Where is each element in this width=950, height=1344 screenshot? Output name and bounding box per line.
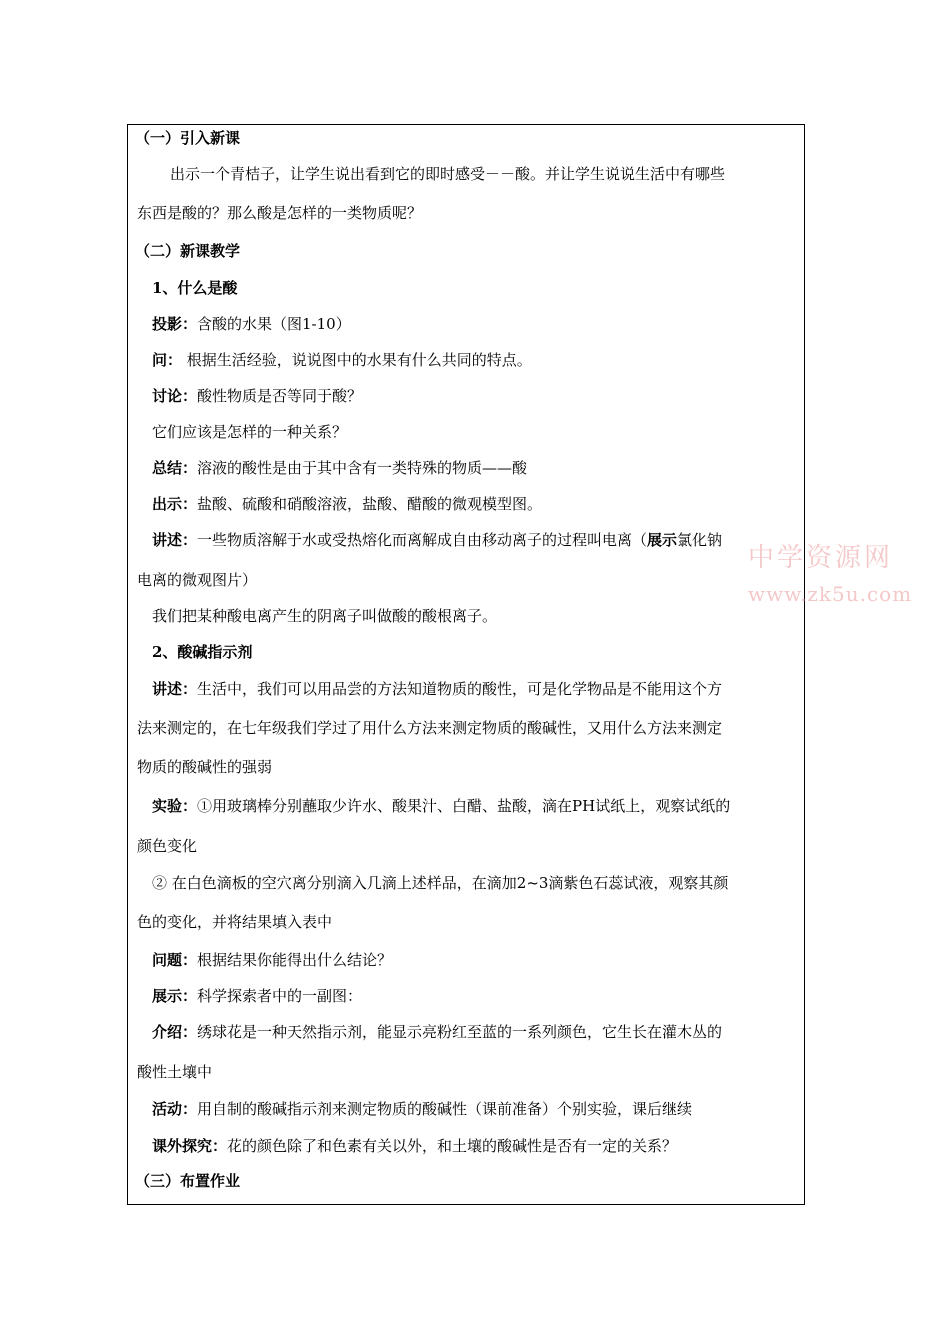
- experiment1-line2: 颜色变化: [137, 837, 198, 855]
- introduce-line2: 酸性土壤中: [137, 1063, 213, 1081]
- activity-label: 活动：: [152, 1100, 198, 1118]
- explain-indicator-line2: 法来测定的，在七年级我们学过了用什么方法来测定物质的酸碱性，又用什么方法来测定: [137, 719, 723, 737]
- discuss-text: 酸性物质是否等同于酸？: [197, 387, 363, 405]
- section-heading-new-lesson: （二）新课教学: [135, 242, 241, 260]
- intro-paragraph-line1: 出示一个青桔子，让学生说出看到它的即时感受－－酸。并让学生说说生活中有哪些: [170, 165, 726, 183]
- projection-line: [152, 314, 351, 334]
- explain-label: 讲述：: [152, 531, 198, 549]
- summary-label: 总结：: [152, 459, 198, 477]
- introduce-text: 绣球花是一种天然指示剂，能显示亮粉红至蓝的一系列颜色，它生长在灌木丛的: [197, 1023, 723, 1041]
- discuss-line: [152, 386, 362, 406]
- ask-text: 根据生活经验，说说图中的水果有什么共同的特点。: [182, 351, 532, 369]
- discuss-label: 讨论：: [152, 387, 198, 405]
- question-line: [152, 950, 392, 970]
- anion-line: 我们把某种酸电离产生的阴离子叫做酸的酸根离子。: [152, 607, 498, 625]
- display-text: 科学探索者中的一副图：: [197, 987, 363, 1005]
- experiment2-line2: 色的变化，并将结果填入表中: [137, 913, 333, 931]
- explain-indicator-label: 讲述：: [152, 680, 198, 698]
- explain-ionization-cont: 电离的微观图片）: [137, 571, 258, 589]
- question-text: 根据结果你能得出什么结论？: [197, 951, 393, 969]
- explain-ionization-line: [152, 530, 722, 550]
- section-heading-intro: （一）引入新课: [135, 129, 241, 147]
- section-heading-homework: （三）布置作业: [135, 1172, 241, 1190]
- experiment2-line1: ② 在白色滴板的空穴离分别滴入几滴上述样品，在滴加2~3滴紫色石蕊试液，观察其颜: [152, 874, 729, 892]
- ask-line: [152, 350, 532, 370]
- display-line: [152, 986, 362, 1006]
- explain-text-b: 氯化钠: [677, 531, 723, 549]
- watermark-title: 中学资源网: [748, 543, 894, 573]
- subheading-indicator: 2、酸碱指示剂: [152, 643, 253, 661]
- activity-line: [152, 1099, 692, 1119]
- summary-line: [152, 458, 527, 478]
- experiment1-line1: [152, 796, 730, 816]
- question-label: 问题：: [152, 951, 198, 969]
- explain-bold-show: 展示: [647, 531, 678, 549]
- intro-paragraph-line2: 东西是酸的？那么酸是怎样的一类物质呢？: [137, 204, 423, 222]
- explain-indicator-line3: 物质的酸碱性的强弱: [137, 758, 273, 776]
- subheading-what-is-acid: 1、什么是酸: [152, 279, 238, 297]
- relation-line: 它们应该是怎样的一种关系？: [152, 423, 348, 441]
- show-label: 出示：: [152, 495, 198, 513]
- explore-label: 课外探究：: [152, 1137, 228, 1155]
- experiment1-text: ①用玻璃棒分别蘸取少许水、酸果汁、白醋、盐酸，滴在PH试纸上，观察试纸的: [197, 797, 731, 815]
- summary-text: 溶液的酸性是由于其中含有一类特殊的物质——酸: [197, 459, 528, 477]
- display-label: 展示：: [152, 987, 198, 1005]
- watermark-url: www.zk5u.com: [748, 582, 913, 606]
- activity-text: 用自制的酸碱指示剂来测定物质的酸碱性（课前准备）个别实验，课后继续: [197, 1100, 693, 1118]
- explain-indicator-text: 生活中，我们可以用品尝的方法知道物质的酸性，可是化学物品是不能用这个方: [197, 680, 723, 698]
- show-text: 盐酸、硫酸和硝酸溶液，盐酸、醋酸的微观模型图。: [197, 495, 543, 513]
- experiment-label: 实验：: [152, 797, 198, 815]
- explain-indicator-line1: [152, 679, 722, 699]
- projection-label: 投影：: [152, 315, 198, 333]
- explore-line: [152, 1136, 677, 1156]
- ask-label: 问：: [152, 351, 183, 369]
- explore-text: 花的颜色除了和色素有关以外，和土壤的酸碱性是否有一定的关系？: [227, 1137, 678, 1155]
- projection-text: 含酸的水果（图1-10）: [197, 315, 351, 333]
- introduce-line1: [152, 1022, 722, 1042]
- explain-text-a: 一些物质溶解于水或受热熔化而离解成自由移动离子的过程叫电离（: [197, 531, 648, 549]
- show-line: [152, 494, 542, 514]
- introduce-label: 介绍：: [152, 1023, 198, 1041]
